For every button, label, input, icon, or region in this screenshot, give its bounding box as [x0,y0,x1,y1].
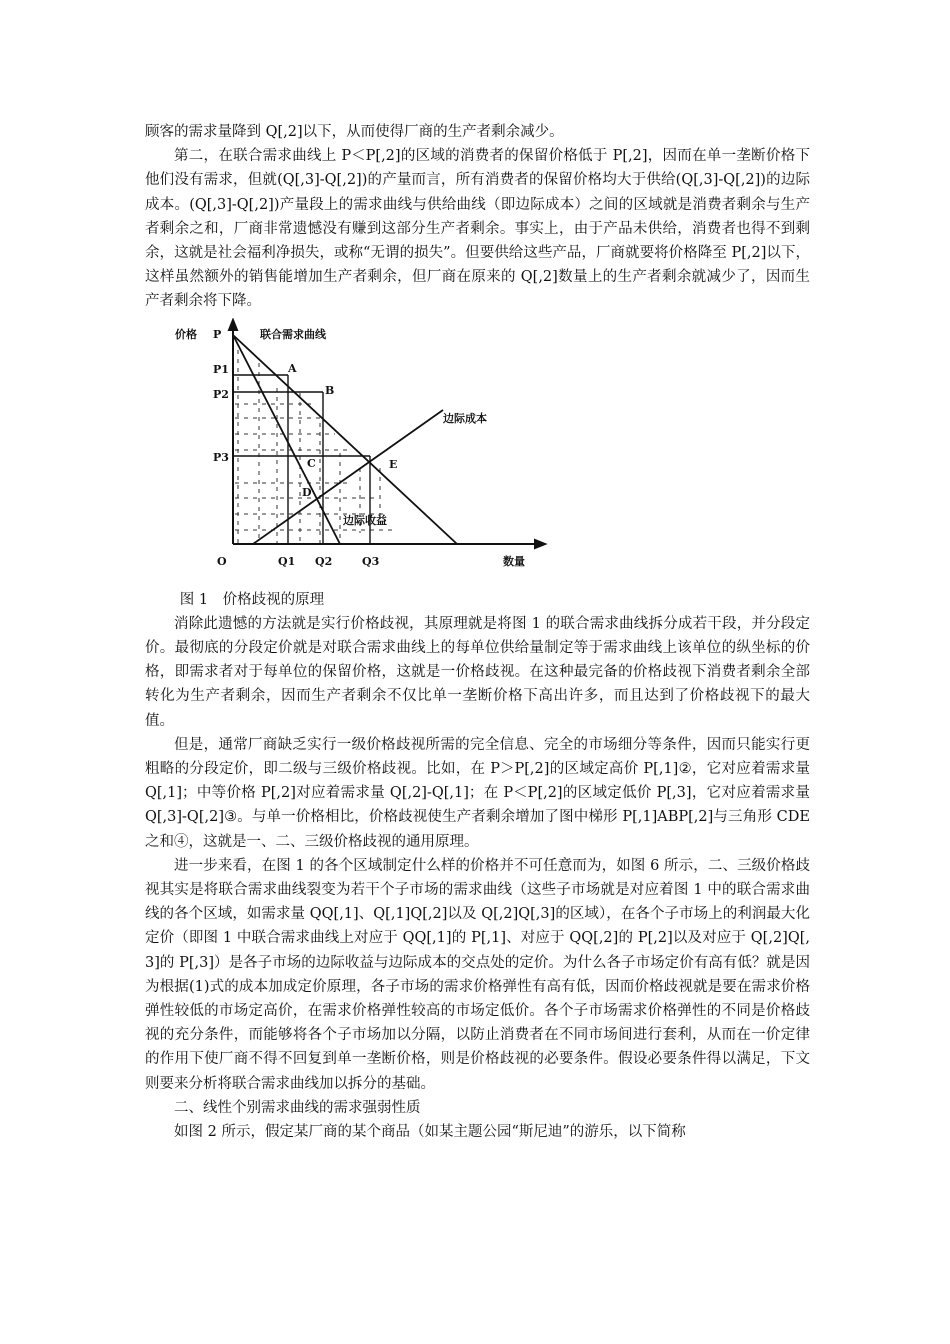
q3-label: Q3 [362,554,380,568]
y-axis-label: 价格 [175,327,197,341]
figure-caption: 图 1 价格歧视的原理 [179,591,325,608]
y-axis-arrow [229,320,237,330]
paragraph: 进一步来看，在图 1 的各个区域制定什么样的价格并不可任意而为，如图 6 所示，二、三级价格歧视其实是将联合需求曲线裂变为若干个子市场的需求曲线（这些子市场就是对应着图 1 中的联合需求曲线的各个区域，如需求量 QQ[,1]、Q[,1]Q[,2]以及 Q[,2]Q[,3]的区域），在各个子市场上的利润最大化定价（即图 1 中联合需求曲线上对应于 QQ[,1]的 P[,1]、对应于 QQ[,2]的 P[,2]以及对应于 Q[,2]Q[,3]的 P[,3]）是各子市场的边际收益与边际成本的交点处的定价。为什么各子市场定价有高有低？就是因为根据(1)式的成本加成定价原理，各子市场的需求价格弹性有高有低，因而价格歧视就是要在需求价格弹性较低的市场定高价，在需求价格弹性较高的市场定低价。各个子市场需求价格弹性的不同是价格歧视的充分条件，而能够将各个子市场加以分隔，以防止消费者在不同市场间进行套利，从而在一价定律的作用下使厂商不得不回复到单一垄断价格，则是价格歧视的必要条件。假设必要条件得以满足，下文则要来分析将联合需求曲线加以拆分的基础。 [145,857,810,1092]
paragraph: 第二，在联合需求曲线上 P＜P[,2]的区域的消费者的保留价格低于 P[,2]，因而在单一垄断价格下他们没有需求，但就(Q[,3]-Q[,2])的产量而言，所有消费者的保留价格均大于供给(Q[,3]-Q[,2])的边际成本。(Q[,3]-Q[,2])产量段上的需求曲线与供给曲线（即边际成本）之间的区域就是消费者剩余与生产者剩余之和，厂商非常遗憾没有赚到这部分生产者剩余。事实上，由于产品未供给，消费者也得不到剩余，这就是社会福利净损失，或称“无谓的损失”。但要供给这些产品，厂商就要将价格降至 P[,2]以下，这样虽然额外的销售能增加生产者剩余，但厂商在原来的 Q[,2]数量上的生产者剩余就减少了，因而生产者剩余将下降。 [145,148,810,310]
marginal-revenue-curve [233,335,340,544]
figure-1 [145,318,810,578]
p3-label: P3 [213,450,229,464]
section-heading: 二、线性个别需求曲线的需求强弱性质 [174,1099,421,1116]
x-axis-arrow [535,540,545,548]
demand-curve [233,335,457,544]
p-label: P [213,327,222,341]
point-e-label: E [389,457,398,471]
article-page [145,120,810,1144]
demand-label: 联合需求曲线 [260,327,326,341]
q1-label: Q1 [278,554,296,568]
point-b-label: B [325,383,335,397]
point-d-label: D [302,485,312,499]
point-a-label: A [288,361,297,375]
paragraph: 但是，通常厂商缺乏实行一级价格歧视所需的完全信息、完全的市场细分等条件，因而只能实行更粗略的分段定价，即二级与三级价格歧视。比如，在 P＞P[,2]的区域定高价 P[,1]②，它对应着需求量 Q[,1]；中等价格 P[,2]对应着需求量 Q[,2]-Q[,1]；在 P＜P[,2]的区域定低价 P[,3]，它对应着需求量 Q[,3]-Q[,2]③。与单一价格相比，价格歧视使生产者剩余增加了图中梯形 P[,1]ABP[,2]与三角形 CDE 之和④，这就是一、二、三级价格歧视的通用原理。 [145,736,810,850]
paragraph: 顾客的需求量降到 Q[,2]以下，从而使得厂商的生产者剩余减少。 [145,124,564,140]
origin-label: O [217,554,227,568]
marginal-revenue-label: 边际收益 [343,513,387,527]
p1-label: P1 [213,362,229,376]
q2-label: Q2 [315,554,333,568]
point-c-label: C [307,456,316,470]
price-discrimination-diagram [175,318,595,578]
p2-label: P2 [213,387,229,401]
x-axis-label: 数量 [503,554,525,568]
paragraph: 如图 2 所示，假定某厂商的某个商品（如某主题公园“斯尼迪”的游乐，以下简称 [174,1124,686,1141]
marginal-cost-label: 边际成本 [443,411,487,425]
paragraph: 消除此遗憾的方法就是实行价格歧视，其原理就是将图 1 的联合需求曲线拆分成若干段，并分段定价。最彻底的分段定价就是对联合需求曲线上的每单位供给量制定等于需求曲线上该单位的纵坐标的价格，即需求者对于每单位的保留价格，这就是一价格歧视。在这种最完备的价格歧视下消费者剩余全部转化为生产者剩余，因而生产者剩余不仅比单一垄断价格下高出许多，而且达到了价格歧视下的最大值。 [145,615,810,729]
